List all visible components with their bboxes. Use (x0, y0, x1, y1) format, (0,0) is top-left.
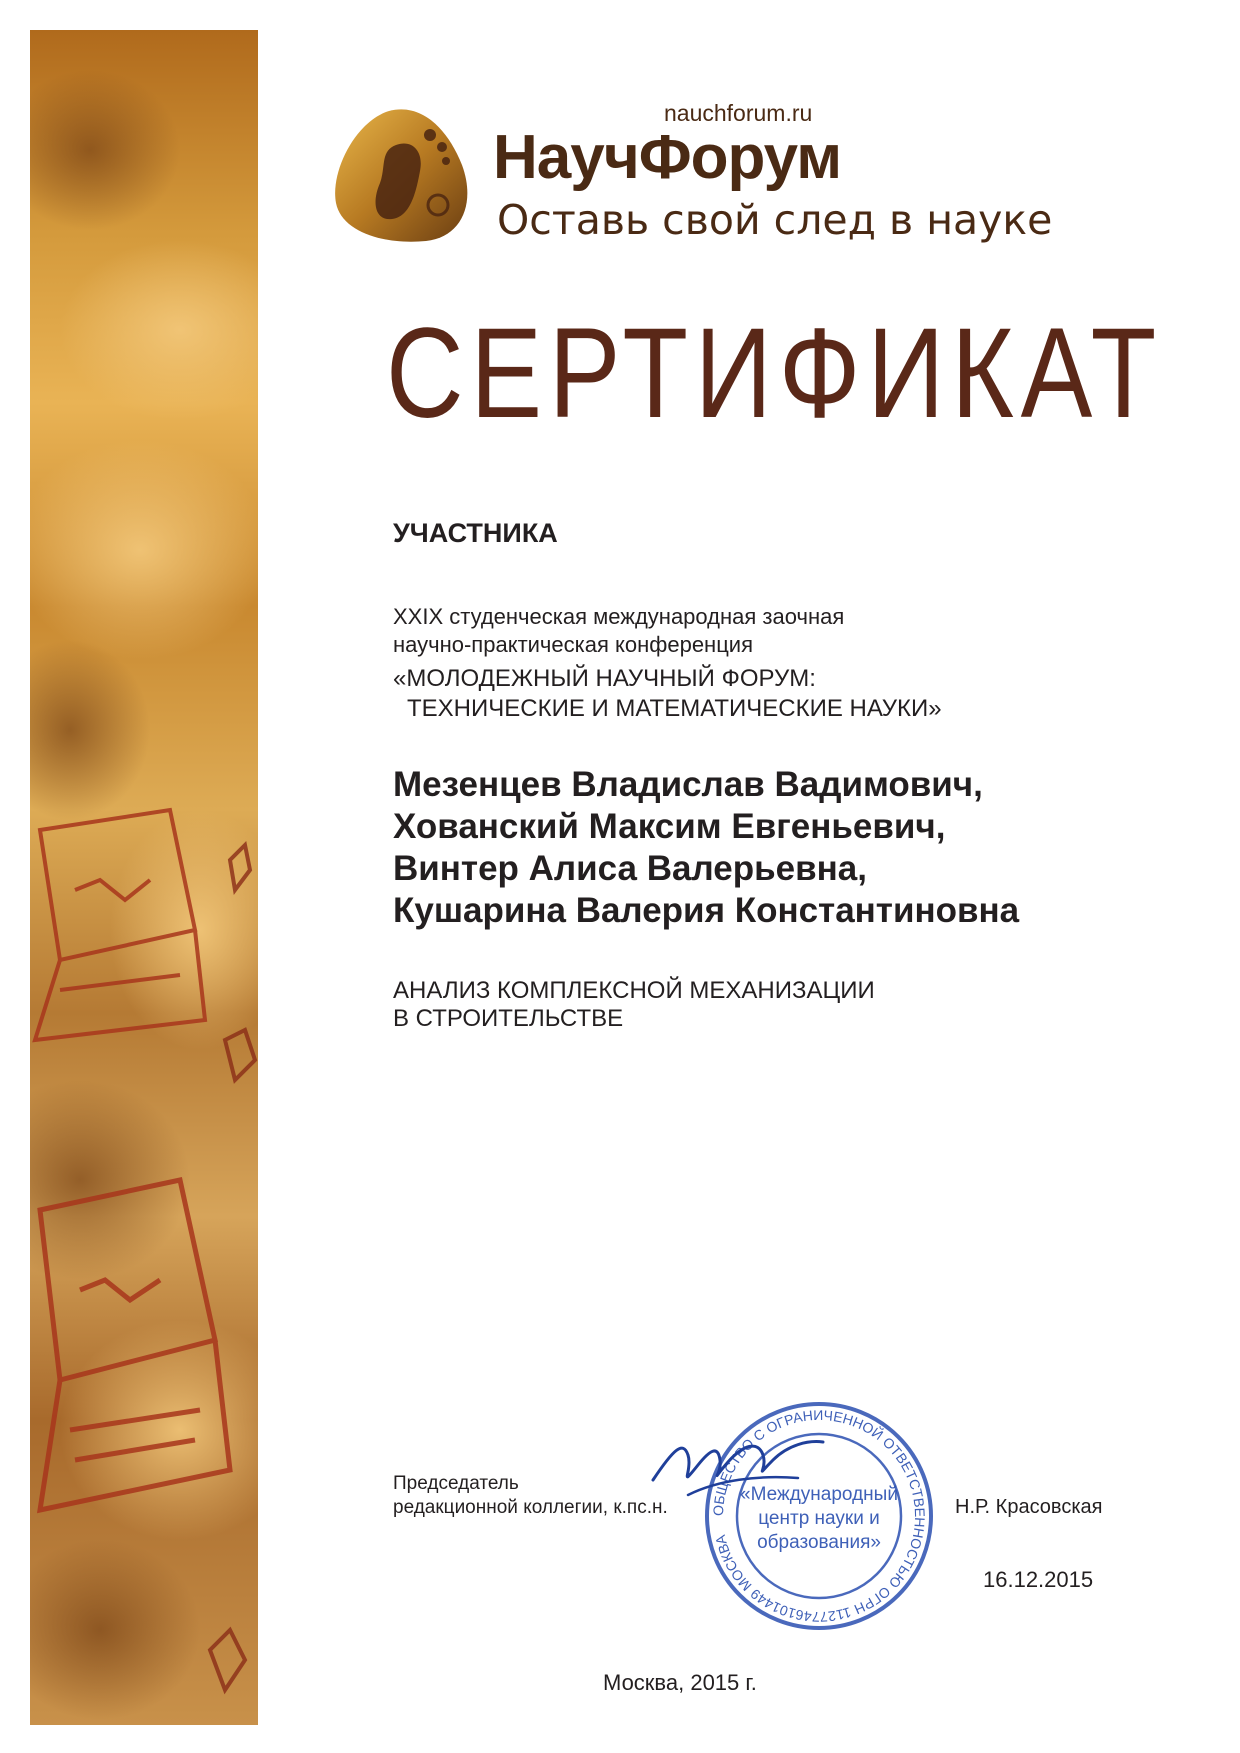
conference-name-line: «МОЛОДЕЖНЫЙ НАУЧНЫЙ ФОРУМ: (393, 665, 816, 692)
topic-line: АНАЛИЗ КОМПЛЕКСНОЙ МЕХАНИЗАЦИИ (393, 977, 875, 1004)
decorative-rock-art-strip (30, 30, 258, 1725)
issue-city: Москва, 2015 г. (603, 1670, 757, 1695)
conference-name (393, 664, 942, 724)
conference-name-line: ТЕХНИЧЕСКИЕ И МАТЕМАТИЧЕСКИЕ НАУКИ» (407, 695, 942, 722)
chair-title (393, 1472, 668, 1520)
conference-line: XXIX студенческая международная заочная (393, 604, 845, 629)
paper-topic (393, 977, 875, 1033)
conference-line: научно-практическая конференция (393, 632, 754, 657)
topic-line: В СТРОИТЕЛЬСТВЕ (393, 1005, 624, 1032)
chair-name: Н.Р. Красовская (955, 1496, 1103, 1518)
participant-name: Хованский Максим Евгеньевич, (393, 807, 946, 846)
signature (648, 1420, 828, 1510)
site-url[interactable]: nauchforum.ru (664, 100, 813, 126)
participant-name: Мезенцев Владислав Вадимович, (393, 765, 983, 804)
stamp-ring-text: ОБЩЕСТВО С ОГРАНИЧЕННОЙ ОТВЕТСТВЕННОСТЬЮ ОГРН 1127746101449 МОСКВА (709, 1406, 929, 1626)
stamp-center-line: «Международный (740, 1484, 898, 1505)
conference-description (393, 603, 844, 659)
participant-name: Винтер Алиса Валерьевна, (393, 849, 867, 888)
signature-scribble-icon (648, 1420, 828, 1510)
chair-line: Председатель (393, 1473, 519, 1494)
certificate-title: СЕРТИФИКАТ (386, 302, 1164, 445)
participants-list (393, 764, 1019, 932)
brand-slogan: Оставь свой след в науке (497, 196, 1053, 244)
participant-name: Кушарина Валерия Константиновна (393, 891, 1020, 930)
chair-line: редакционной коллегии, к.пс.н. (393, 1497, 668, 1518)
nauchforum-logo (334, 105, 474, 245)
issue-date: 16.12.2015 (983, 1567, 1094, 1592)
brand-name: НаучФорум (493, 123, 842, 192)
footprint-stone-icon (334, 105, 474, 245)
rock-art-image (30, 30, 258, 1725)
stamp-center-line: образования» (757, 1532, 881, 1553)
certificate-role: УЧАСТНИКА (393, 518, 558, 548)
stamp-center-line: центр науки и (758, 1508, 880, 1529)
